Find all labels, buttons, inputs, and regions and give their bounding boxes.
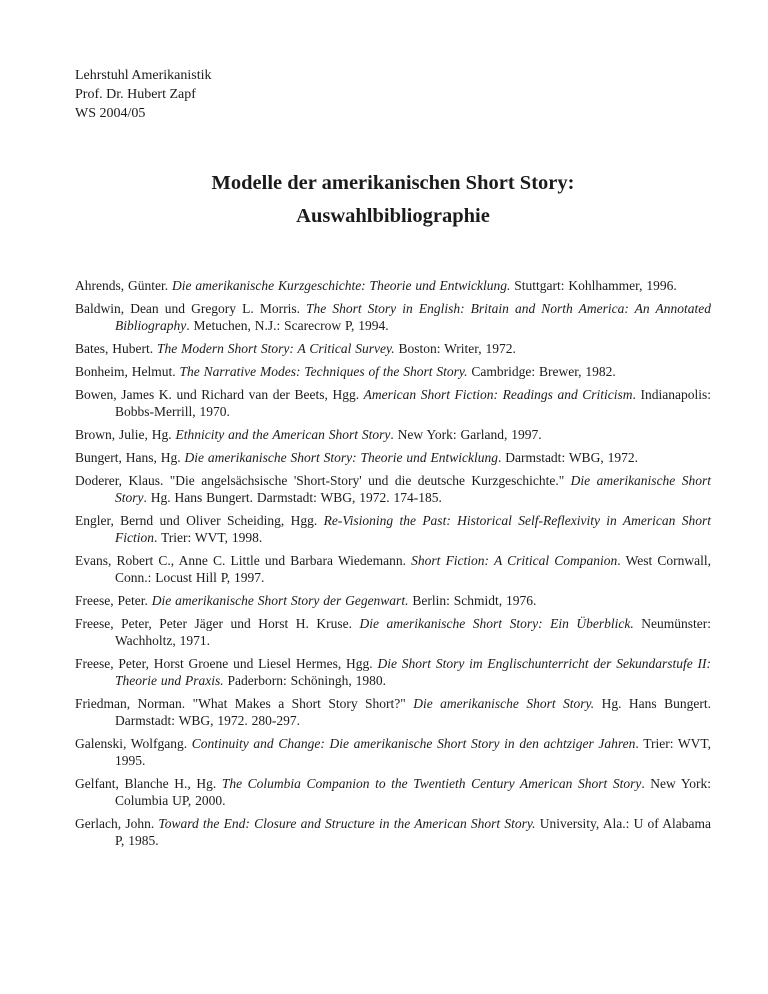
entry-text: Paderborn: Schöningh, 1980. [223, 673, 386, 688]
bibliography-entry [75, 775, 711, 809]
entry-text: . Metuchen, N.J.: Scarecrow P, 1994. [186, 318, 389, 333]
bibliography-entry [75, 277, 711, 294]
entry-text: . Trier: WVT, 1995. [115, 736, 711, 768]
bibliography-entry [75, 512, 711, 546]
header-line-professor: Prof. Dr. Hubert Zapf [75, 87, 196, 102]
entry-title-italic: Continuity and Change: Die amerikanische Short Story in den achtziger Jahren [191, 736, 636, 751]
entry-title-italic: The Columbia Companion to the Twentieth Century American Short Story [221, 776, 642, 791]
entry-title-italic: Ethnicity and the American Short Story [175, 427, 391, 442]
entry-text: Bonheim, Helmut. [75, 364, 180, 379]
entry-title-italic: Re-Visioning the Past: Historical Self-Reflexivity in American Short Fiction [115, 513, 711, 545]
entry-text: Baldwin, Dean und Gregory L. Morris. [75, 301, 307, 316]
bibliography-entry [75, 300, 711, 334]
entry-text: Stuttgart: Kohlhammer, 1996. [510, 278, 677, 293]
entry-title-italic: The Narrative Modes: Techniques of the Short Story. [179, 364, 468, 379]
entry-text: Engler, Bernd und Oliver Scheiding, Hgg. [75, 513, 324, 528]
entry-text: Bungert, Hans, Hg. [75, 450, 185, 465]
entry-title-italic: Die Short Story im Englischunterricht der Sekundarstufe II: Theorie und Praxis. [115, 656, 711, 688]
page-title [75, 167, 711, 233]
entry-text: Bowen, James K. und Richard van der Beets, Hgg. [75, 387, 364, 402]
entry-text: Friedman, Norman. "What Makes a Short Story Short?" [75, 696, 414, 711]
bibliography-entry [75, 735, 711, 769]
entry-title-italic: The Short Story in English: Britain and North America: An Annotated Bibliography [115, 301, 711, 333]
entry-text: Galenski, Wolfgang. [75, 736, 192, 751]
entry-title-italic: Short Fiction: A Critical Companion [411, 553, 618, 568]
bibliography-entry [75, 615, 711, 649]
entry-text: . Indianapolis: Bobbs-Merrill, 1970. [115, 387, 711, 419]
entry-text: Freese, Peter. [75, 593, 152, 608]
entry-text: . West Cornwall, Conn.: Locust Hill P, 1997. [115, 553, 711, 585]
entry-title-italic: Die amerikanische Short Story: Ein Überblick. [359, 616, 634, 631]
entry-title-italic: American Short Fiction: Readings and Criticism [363, 387, 633, 402]
title-line-2: Auswahlbibliographie [296, 205, 490, 227]
bibliography-entry [75, 552, 711, 586]
entry-text: Brown, Julie, Hg. [75, 427, 176, 442]
entry-text: Freese, Peter, Peter Jäger und Horst H. Kruse. [75, 616, 360, 631]
bibliography-entry [75, 363, 711, 380]
entry-text: Neumünster: Wachholtz, 1971. [115, 616, 711, 648]
entry-title-italic: The Modern Short Story: A Critical Survey. [156, 341, 395, 356]
entry-text: Bates, Hubert. [75, 341, 157, 356]
bibliography-entry [75, 449, 711, 466]
entry-text: Doderer, Klaus. "Die angelsächsische 'Short-Story' und die deutsche Kurzgeschichte." [75, 473, 571, 488]
entry-text: Gerlach, John. [75, 816, 159, 831]
document-content [75, 66, 711, 855]
entry-title-italic: Die amerikanische Short Story. [413, 696, 595, 711]
bibliography-entry [75, 386, 711, 420]
entry-text: Freese, Peter, Horst Groene und Liesel Hermes, Hgg. [75, 656, 378, 671]
entry-text: University, Ala.: U of Alabama P, 1985. [115, 816, 711, 848]
entry-title-italic: Die amerikanische Short Story der Gegenwart. [151, 593, 409, 608]
bibliography-entry [75, 592, 711, 609]
entry-text: Evans, Robert C., Anne C. Little und Barbara Wiedemann. [75, 553, 412, 568]
entry-title-italic: Die amerikanische Short Story [115, 473, 711, 505]
bibliography-entry [75, 695, 711, 729]
document-header [75, 66, 711, 123]
entry-text: . Trier: WVT, 1998. [154, 530, 263, 545]
entry-text: Berlin: Schmidt, 1976. [408, 593, 537, 608]
entry-text: . Darmstadt: WBG, 1972. [497, 450, 638, 465]
bibliography-entry [75, 815, 711, 849]
entry-text: . New York: Columbia UP, 2000. [115, 776, 712, 808]
entry-title-italic: Toward the End: Closure and Structure in the American Short Story. [158, 816, 536, 831]
entry-text: Cambridge: Brewer, 1982. [467, 364, 616, 379]
bibliography-entry [75, 655, 711, 689]
title-line-1: Modelle der amerikanischen Short Story: [211, 172, 575, 194]
header-line-institute: Lehrstuhl Amerikanistik [75, 68, 212, 83]
entry-text: Gelfant, Blanche H., Hg. [75, 776, 222, 791]
bibliography-list [75, 277, 711, 849]
entry-text: . New York: Garland, 1997. [390, 427, 542, 442]
entry-text: Hg. Hans Bungert. Darmstadt: WBG, 1972. 280-297. [115, 696, 711, 728]
entry-text: Ahrends, Günter. [75, 278, 172, 293]
header-line-semester: WS 2004/05 [75, 106, 146, 121]
entry-title-italic: Die amerikanische Kurzgeschichte: Theorie und Entwicklung. [171, 278, 511, 293]
entry-text: Boston: Writer, 1972. [394, 341, 516, 356]
entry-text: . Hg. Hans Bungert. Darmstadt: WBG, 1972. 174-185. [143, 490, 442, 505]
bibliography-entry [75, 426, 711, 443]
entry-title-italic: Die amerikanische Short Story: Theorie und Entwicklung [184, 450, 498, 465]
bibliography-entry [75, 472, 711, 506]
bibliography-entry [75, 340, 711, 357]
